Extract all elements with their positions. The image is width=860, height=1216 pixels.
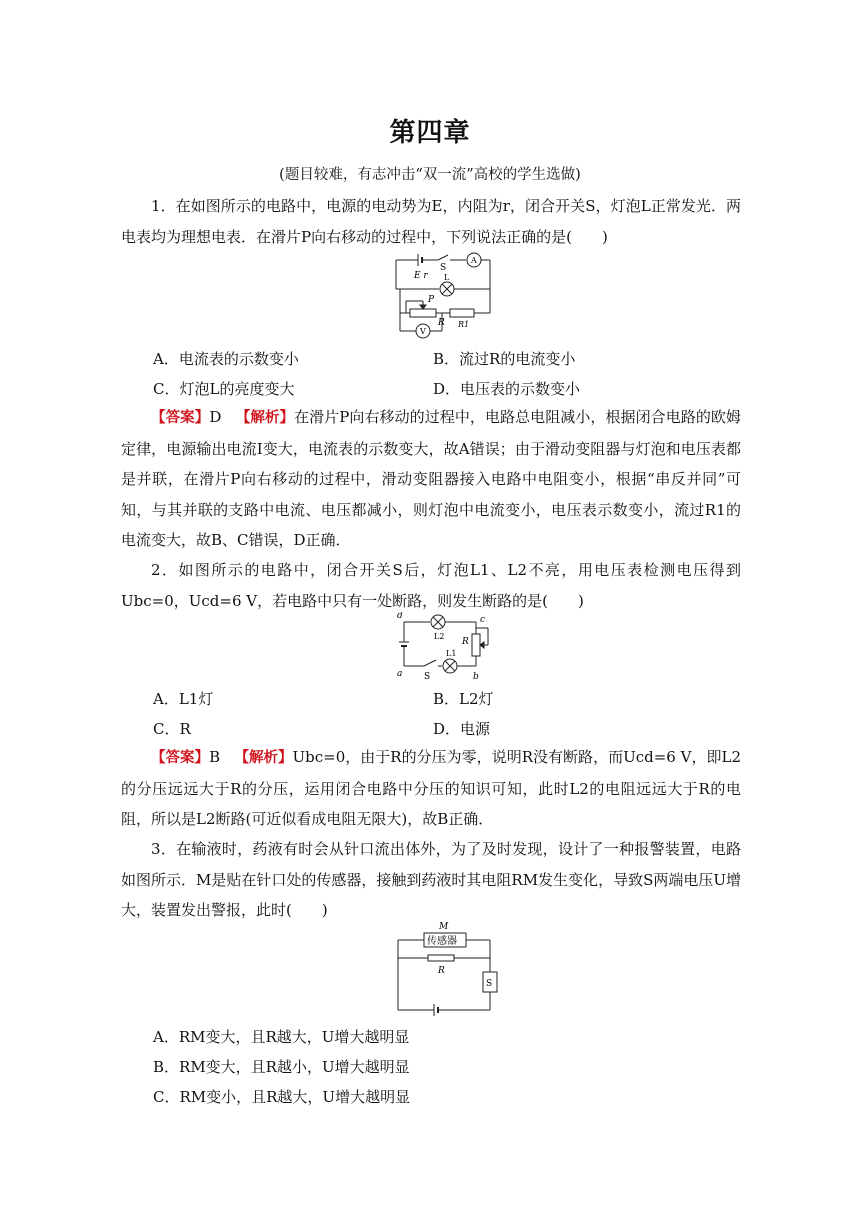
analysis-tag: 【解析】 xyxy=(235,410,295,426)
node-b-label: b xyxy=(473,672,479,682)
answer-value: B xyxy=(209,748,221,766)
resistor-r-label: R xyxy=(438,966,445,976)
node-d-label: d xyxy=(397,612,403,621)
battery-label: E r xyxy=(414,271,428,281)
resistor-r1-label: R1 xyxy=(458,320,470,329)
q2-option-b: B．L2灯 xyxy=(433,690,494,708)
question-1-stem: 1．在如图所示的电路中，电源的电动势为E，内阻为r，闭合开关S，灯泡L正常发光．两电表均为理想电表．在滑片P向右移动的过程中，下列说法正确的是( ) xyxy=(121,197,741,246)
q2-option-a: A．L1灯 xyxy=(153,690,214,708)
slider-label: P xyxy=(428,295,435,305)
alarm-s-label: S xyxy=(486,979,493,989)
question-2-circuit-figure xyxy=(394,612,498,682)
switch-label: S xyxy=(440,263,447,273)
node-c-label: c xyxy=(480,615,486,625)
resistor-r-label: R xyxy=(462,637,469,647)
ammeter-label: A xyxy=(471,256,477,265)
analysis-text: 在滑片P向右移动的过程中，电路总电阻减小，根据闭合电路的欧姆定律，电源输出电流I变大，电流表的示数变大，故A错误；由于滑动变阻器与灯泡和电压表都是并联，在滑片P向右移动的过程中，滑动变阻器接入电路中电阻变小，根据“串反并同”可知，与其并联的支路中电流、电压都减小，则灯泡中电流变小，电压表示数变小，流过R1的电流变大，故B、C错误，D正确． xyxy=(121,408,741,549)
answer-tag: 【答案】 xyxy=(151,410,210,426)
question-1-circuit-figure xyxy=(392,251,504,339)
lamp-l2-label: L2 xyxy=(434,632,445,641)
q2-option-c: C．R xyxy=(153,720,191,738)
lamp-label: L xyxy=(444,273,450,282)
rheostat-label: R xyxy=(438,318,445,328)
q1-option-a: A．电流表的示数变小 xyxy=(153,350,299,368)
q1-option-c: C．灯泡L的亮度变大 xyxy=(153,380,295,398)
voltmeter-label: V xyxy=(420,327,426,336)
page-title: 第四章 xyxy=(389,118,471,148)
question-3-circuit-figure xyxy=(392,920,502,1018)
q3-option-c: C．RM变小，且R越大，U增大越明显 xyxy=(153,1088,411,1106)
answer-tag: 【答案】 xyxy=(151,750,210,766)
analysis-text: Ubc=0，由于R的分压为零，说明R没有断路，而Ucd=6 V，即L2的分压远远大于R的分压，运用闭合电路中分压的知识可知，此时L2的电阻远远大于R的电阻，所以是L2断路(可近似看成电阻无限大)，故B正确． xyxy=(121,748,741,828)
question-2-answer xyxy=(121,742,741,835)
question-2-stem: 2．如图所示的电路中，闭合开关S后，灯泡L1、L2不亮，用电压表检测电压得到Ubc=0，Ucd=6 V，若电路中只有一处断路，则发生断路的是( ) xyxy=(121,561,741,610)
page-subtitle: (题目较难，有志冲击“双一流”高校的学生选做) xyxy=(279,167,581,183)
q1-option-b: B．流过R的电流变小 xyxy=(433,350,576,368)
q3-option-b: B．RM变大，且R越小，U增大越明显 xyxy=(153,1058,410,1076)
question-3-stem: 3．在输液时，药液有时会从针口流出体外，为了及时发现，设计了一种报警装置，电路如图所示．M是贴在针口处的传感器，接触到药液时其电阻RM发生变化，导致S两端电压U增大，装置发出警报，此时( ) xyxy=(121,840,741,919)
node-a-label: a xyxy=(397,669,403,679)
answer-value: D xyxy=(209,408,222,426)
q2-option-d: D．电源 xyxy=(433,720,491,738)
sensor-m-label: M xyxy=(439,922,449,932)
sensor-box-label: 传感器 xyxy=(427,936,457,947)
q3-option-a: A．RM变大，且R越大，U增大越明显 xyxy=(153,1028,410,1046)
question-1-answer xyxy=(121,402,741,556)
q1-option-d: D．电压表的示数变小 xyxy=(433,380,581,398)
analysis-tag: 【解析】 xyxy=(234,750,293,766)
lamp-l1-label: L1 xyxy=(446,649,457,658)
switch-label: S xyxy=(424,672,431,682)
